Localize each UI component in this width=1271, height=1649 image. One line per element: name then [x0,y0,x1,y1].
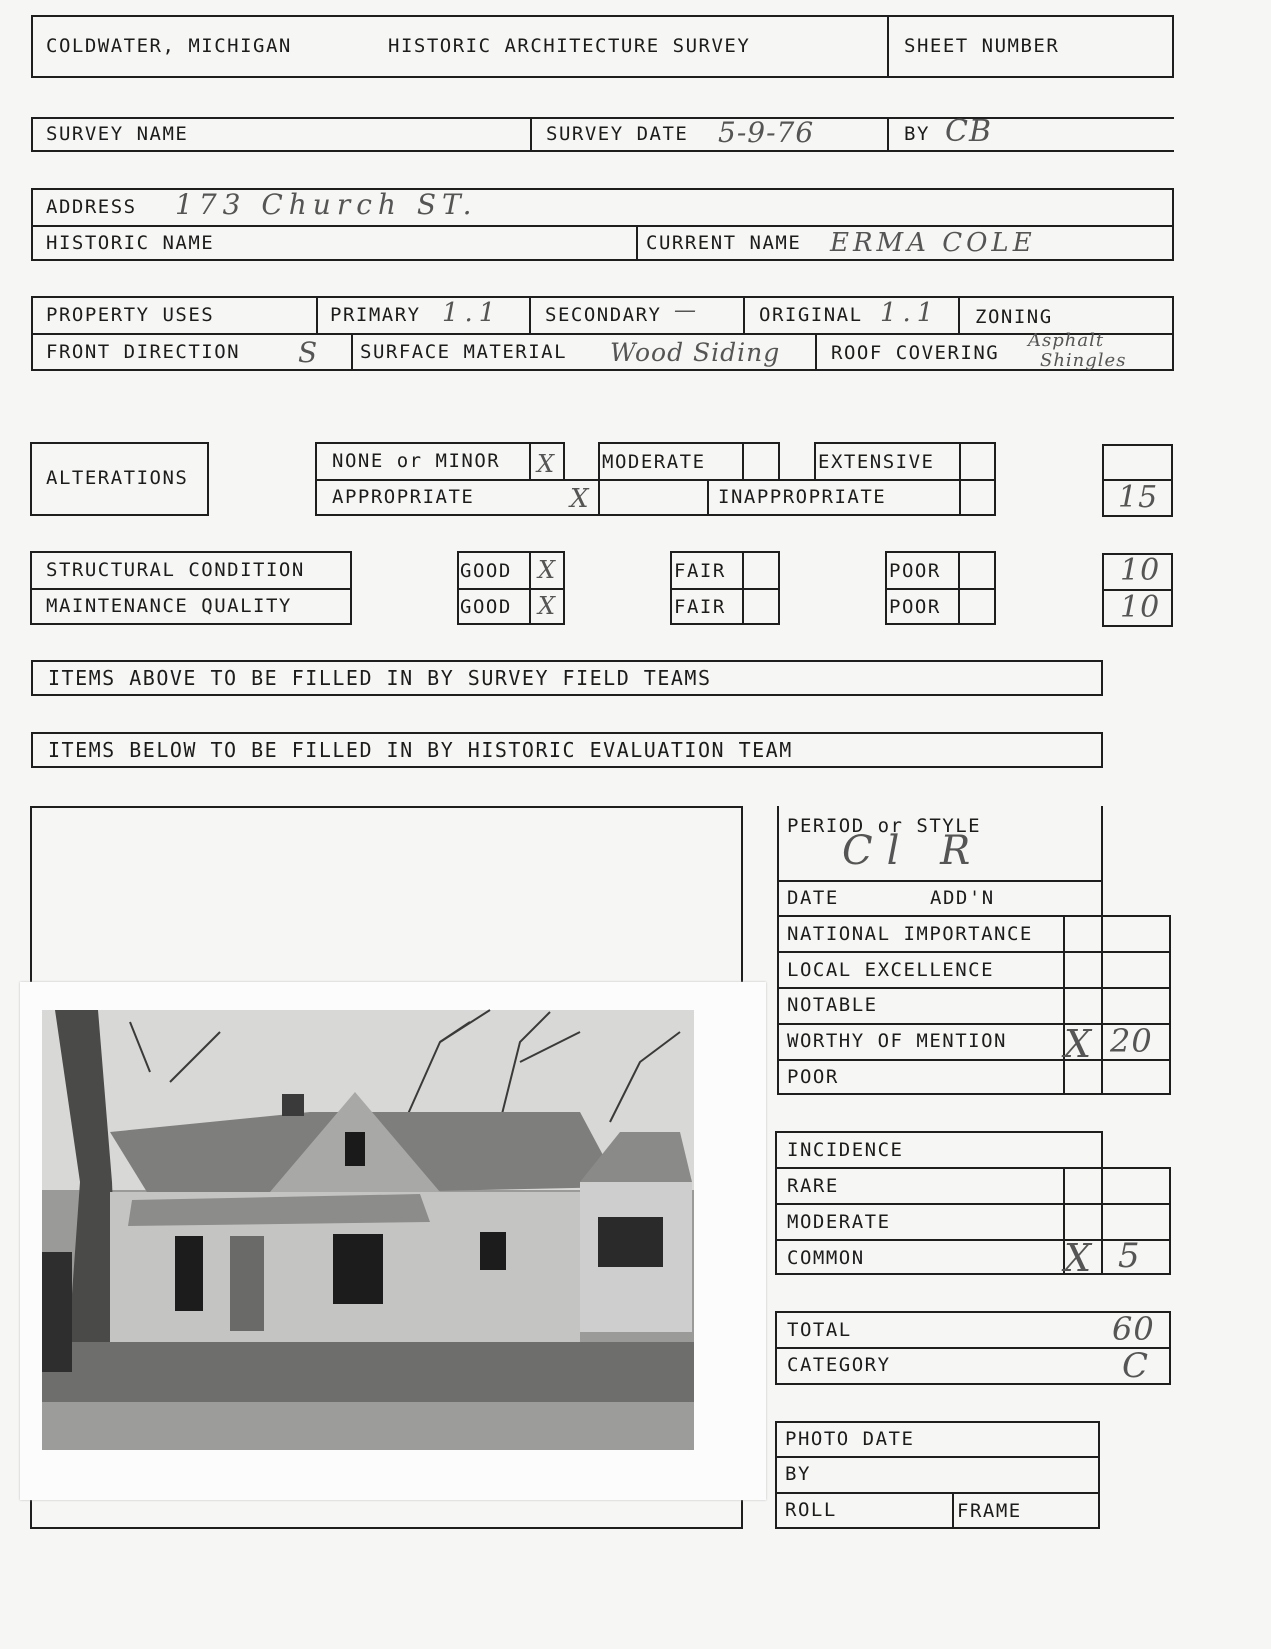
extensive-label: EXTENSIVE [818,451,935,473]
divider [636,225,638,261]
by-value: CB [945,114,992,149]
common-score: 5 [1118,1236,1141,1276]
secondary-label: SECONDARY [545,304,662,326]
alterations-score: 15 [1118,480,1159,515]
primary-label: PRIMARY [330,304,421,326]
divider [775,1203,1171,1205]
divider [530,117,532,152]
national-importance-label: NATIONAL IMPORTANCE [787,923,1033,945]
photo-by-label: BY [785,1463,811,1485]
city-label: COLDWATER, MICHIGAN [46,35,292,57]
divider [30,588,352,590]
divider [775,1492,1100,1494]
category-value: C [1122,1346,1150,1386]
common-mark: X [1064,1236,1093,1280]
period-style-value: Cl R [842,828,985,874]
property-uses-label: PROPERTY USES [46,304,215,326]
divider [1169,1167,1171,1275]
house-photograph [20,982,766,1500]
divider [959,442,961,516]
poor-label-maintenance: POOR [889,596,941,618]
survey-title: HISTORIC ARCHITECTURE SURVEY [388,35,751,57]
date-label: DATE [787,887,839,909]
original-value: 1.1 [880,298,940,328]
secondary-value: — [674,298,697,323]
divider [814,442,996,444]
maintenance-quality-label: MAINTENANCE QUALITY [46,595,292,617]
survey-date-label: SURVEY DATE [546,123,689,145]
photo-date-label: PHOTO DATE [785,1428,915,1450]
original-label: ORIGINAL [759,304,863,326]
divider [775,1131,1101,1133]
divider [952,1492,954,1529]
appropriate-label: APPROPRIATE [332,486,475,508]
current-name-value: ERMA COLE [830,228,1036,258]
divider [775,1456,1100,1458]
divider [742,551,744,625]
divider [31,766,1103,768]
address-label: ADDRESS [46,196,137,218]
structural-score: 10 [1120,553,1161,588]
note-above: ITEMS ABOVE TO BE FILLED IN BY SURVEY FIELD TEAMS [48,666,712,690]
common-label: COMMON [787,1247,865,1269]
divider [315,442,564,444]
divider [775,1239,1171,1241]
divider [31,333,1174,335]
current-name-label: CURRENT NAME [646,232,802,254]
appropriate-mark: X [570,484,590,514]
sheet-number-label: SHEET NUMBER [904,35,1060,57]
roll-label: ROLL [785,1499,837,1521]
divider [529,442,531,479]
local-excellence-label: LOCAL EXCELLENCE [787,959,995,981]
divider [958,296,960,333]
roof-covering-value-1: Asphalt [1028,330,1105,351]
divider [887,117,889,152]
divider [1101,915,1103,1095]
divider [777,880,1103,882]
address-value: 173 Church ST. [175,188,478,221]
total-value: 60 [1112,1310,1155,1348]
primary-value: 1.1 [442,298,502,328]
divider [958,551,960,625]
good-label-maintenance: GOOD [460,596,512,618]
divider [31,225,1174,227]
worthy-mark: X [1064,1022,1093,1066]
divider [885,588,996,590]
moderate-label: MODERATE [602,451,706,473]
divider [316,296,318,333]
alterations-label: ALTERATIONS [46,467,189,489]
category-label: CATEGORY [787,1354,891,1376]
divider [814,442,816,479]
structural-condition-label: STRUCTURAL CONDITION [46,559,305,581]
maintenance-good-mark: X [538,592,557,620]
divider [1063,915,1065,1095]
divider [815,333,817,371]
period-style-label: PERIOD or STYLE [787,815,982,837]
notable-label: NOTABLE [787,994,878,1016]
divider [351,333,353,371]
incidence-moderate-label: MODERATE [787,1211,891,1233]
worthy-of-mention-label: WORTHY OF MENTION [787,1030,1007,1052]
divider [315,479,996,481]
total-label: TOTAL [787,1319,852,1341]
front-direction-value: S [298,336,319,369]
front-direction-label: FRONT DIRECTION [46,341,241,363]
divider [598,442,780,444]
divider [529,551,531,625]
divider [775,1167,1171,1169]
divider [529,296,531,333]
fair-label-structural: FAIR [674,560,726,582]
maintenance-score: 10 [1120,590,1161,625]
rare-label: RARE [787,1175,839,1197]
poor-label-structural: POOR [889,560,941,582]
frame-label: FRAME [957,1500,1022,1522]
survey-name-label: SURVEY NAME [46,123,189,145]
good-label-structural: GOOD [460,560,512,582]
none-minor-label: NONE or MINOR [332,450,501,472]
divider [743,296,745,333]
addn-label: ADD'N [930,887,995,909]
none-minor-mark: X [537,450,556,478]
divider [742,442,744,479]
worthy-score: 20 [1110,1022,1153,1060]
by-label: BY [904,123,930,145]
divider [598,442,600,516]
incidence-label: INCIDENCE [787,1139,904,1161]
surface-material-label: SURFACE MATERIAL [360,341,568,363]
divider [777,987,1171,989]
divider [31,660,1103,662]
divider [887,15,889,78]
divider [707,479,709,516]
zoning-label: ZONING [975,306,1053,328]
roof-covering-label: ROOF COVERING [831,342,1000,364]
divider [457,588,565,590]
surface-material-value: Wood Siding [610,338,781,367]
inappropriate-label: INAPPROPRIATE [718,486,887,508]
divider [670,588,780,590]
note-below: ITEMS BELOW TO BE FILLED IN BY HISTORIC EVALUATION TEAM [48,738,793,762]
divider [778,442,780,479]
eval-poor-label: POOR [787,1066,839,1088]
structural-good-mark: X [538,556,557,584]
divider [777,951,1171,953]
historic-name-label: HISTORIC NAME [46,232,215,254]
roof-covering-value-2: Shingles [1040,350,1127,371]
divider [1169,915,1171,1095]
divider [563,442,565,479]
fair-label-maintenance: FAIR [674,596,726,618]
survey-date-value: 5-9-76 [718,116,815,149]
